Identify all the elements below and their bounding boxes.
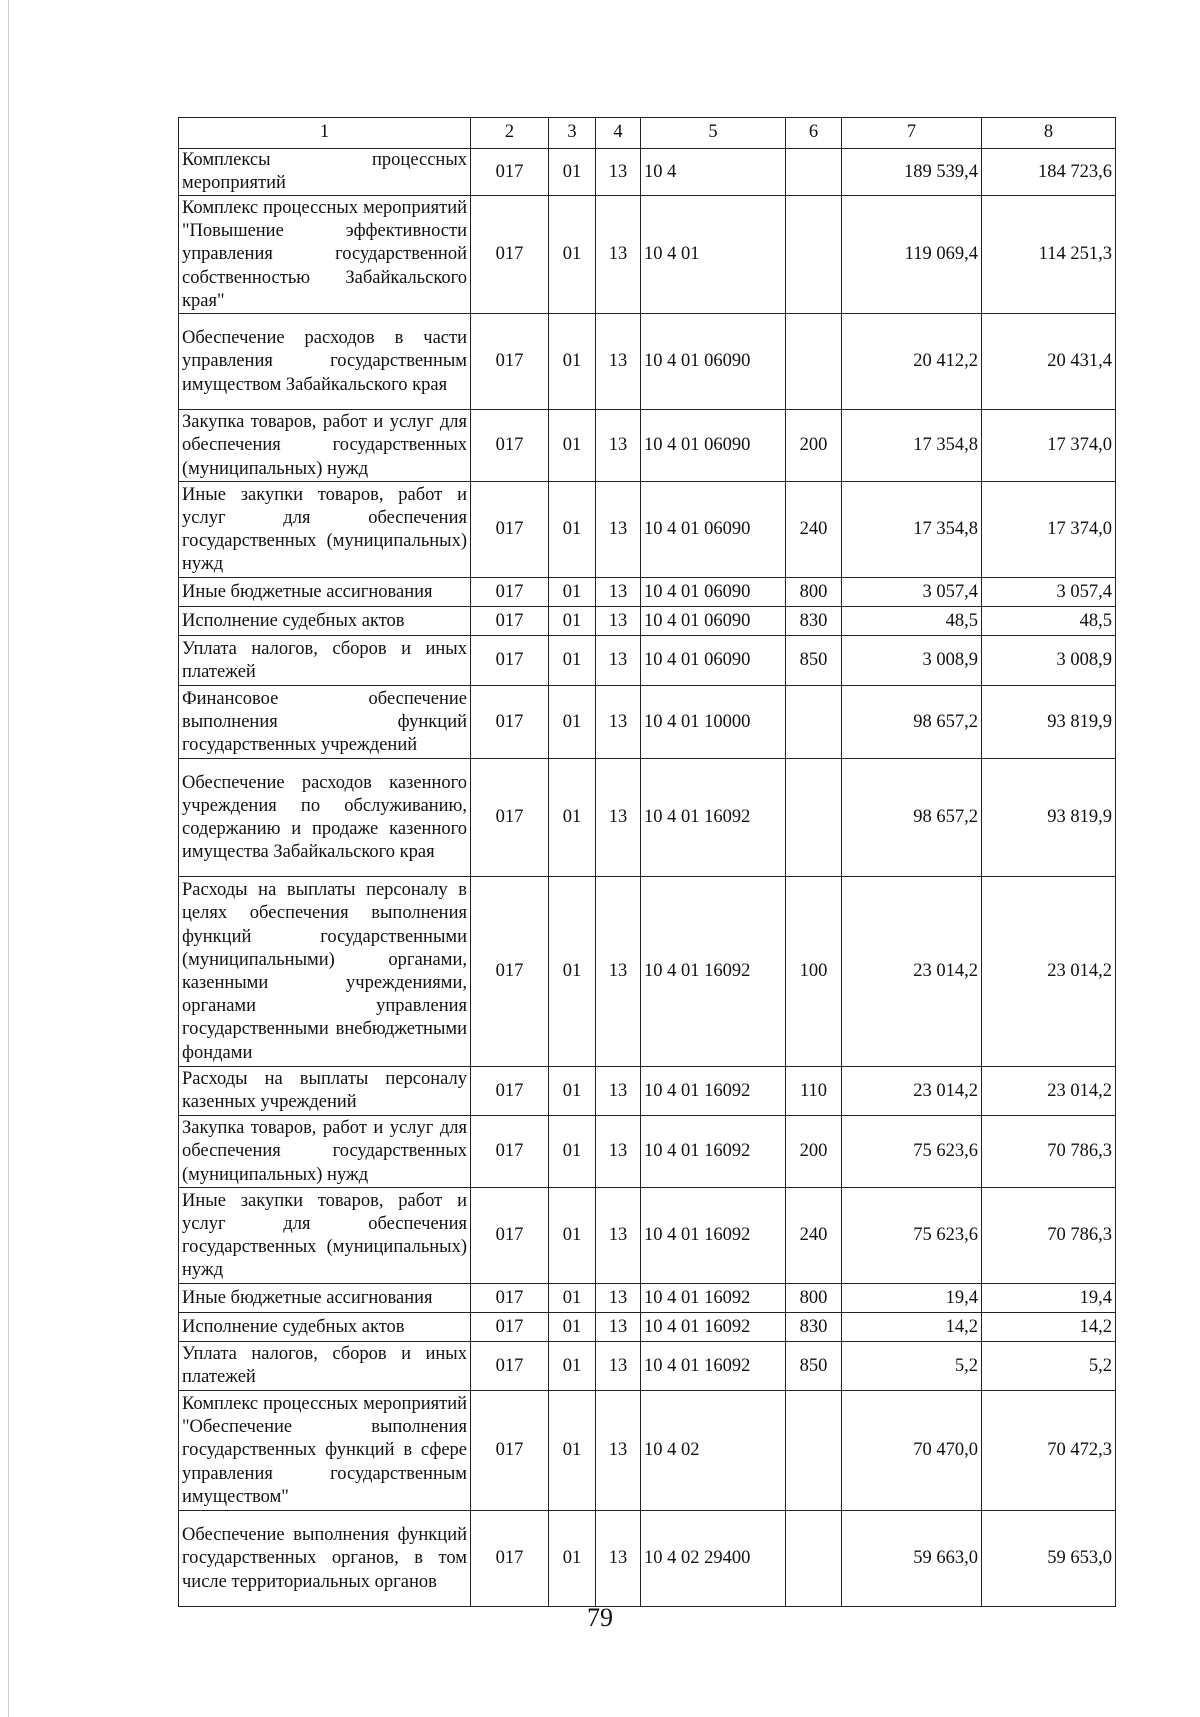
- target-article-code: 10 4 01 16092: [641, 759, 786, 877]
- section-code: 01: [549, 877, 596, 1067]
- amount-col7: 48,5: [842, 607, 982, 636]
- section-code: 01: [549, 686, 596, 759]
- table-row: [179, 1067, 1116, 1116]
- section-code: 01: [549, 314, 596, 410]
- subsection-code: 13: [596, 759, 641, 877]
- section-code: 01: [549, 149, 596, 196]
- subsection-code: 13: [596, 877, 641, 1067]
- column-header: 8: [982, 118, 1116, 149]
- row-name: Иные закупки товаров, работ и услуг для обеспечения государственных (муниципальных) нужд: [179, 1188, 471, 1284]
- expense-type-code: [786, 1391, 842, 1511]
- subsection-code: 13: [596, 1284, 641, 1313]
- row-name: Уплата налогов, сборов и иных платежей: [179, 636, 471, 686]
- ministry-code: 017: [471, 1116, 549, 1188]
- target-article-code: 10 4 01 10000: [641, 686, 786, 759]
- expense-type-code: [786, 314, 842, 410]
- target-article-code: 10 4 01 16092: [641, 1342, 786, 1391]
- row-name: Иные бюджетные ассигнования: [179, 578, 471, 607]
- scan-edge-line: [8, 0, 9, 1717]
- amount-col7: 3 057,4: [842, 578, 982, 607]
- subsection-code: 13: [596, 482, 641, 578]
- ministry-code: 017: [471, 686, 549, 759]
- ministry-code: 017: [471, 607, 549, 636]
- column-header: 3: [549, 118, 596, 149]
- subsection-code: 13: [596, 1511, 641, 1607]
- table-row: [179, 482, 1116, 578]
- amount-col7: 19,4: [842, 1284, 982, 1313]
- expense-type-code: [786, 759, 842, 877]
- amount-col8: 70 472,3: [982, 1391, 1116, 1511]
- target-article-code: 10 4 01 06090: [641, 482, 786, 578]
- table-row: [179, 636, 1116, 686]
- amount-col7: 75 623,6: [842, 1116, 982, 1188]
- target-article-code: 10 4 01 06090: [641, 314, 786, 410]
- amount-col8: 93 819,9: [982, 686, 1116, 759]
- amount-col8: 19,4: [982, 1284, 1116, 1313]
- section-code: 01: [549, 410, 596, 482]
- ministry-code: 017: [471, 578, 549, 607]
- section-code: 01: [549, 1067, 596, 1116]
- expense-type-code: [786, 149, 842, 196]
- target-article-code: 10 4 01 16092: [641, 1284, 786, 1313]
- table-row: [179, 877, 1116, 1067]
- target-article-code: 10 4 02: [641, 1391, 786, 1511]
- amount-col8: 184 723,6: [982, 149, 1116, 196]
- table-row: [179, 1391, 1116, 1511]
- row-name: Комплекс процессных мероприятий "Обеспечение выполнения государственных функций в сфере управления государственным имуществом": [179, 1391, 471, 1511]
- amount-col7: 5,2: [842, 1342, 982, 1391]
- expense-type-code: 200: [786, 410, 842, 482]
- subsection-code: 13: [596, 636, 641, 686]
- amount-col8: 3 008,9: [982, 636, 1116, 686]
- budget-table: [178, 117, 1116, 1607]
- row-name: Расходы на выплаты персоналу в целях обеспечения выполнения функций государственными (муниципальными) органами, казенными учреждениями, органами управления государственными внебюджетными фондами: [179, 877, 471, 1067]
- amount-col7: 189 539,4: [842, 149, 982, 196]
- amount-col8: 70 786,3: [982, 1116, 1116, 1188]
- column-header: 5: [641, 118, 786, 149]
- expense-type-code: [786, 1511, 842, 1607]
- amount-col8: 70 786,3: [982, 1188, 1116, 1284]
- row-name: Иные бюджетные ассигнования: [179, 1284, 471, 1313]
- row-name: Закупка товаров, работ и услуг для обеспечения государственных (муниципальных) нужд: [179, 410, 471, 482]
- amount-col8: 20 431,4: [982, 314, 1116, 410]
- amount-col8: 114 251,3: [982, 196, 1116, 314]
- amount-col7: 59 663,0: [842, 1511, 982, 1607]
- amount-col8: 17 374,0: [982, 482, 1116, 578]
- ministry-code: 017: [471, 759, 549, 877]
- table-row: [179, 410, 1116, 482]
- target-article-code: 10 4 01 06090: [641, 410, 786, 482]
- subsection-code: 13: [596, 1313, 641, 1342]
- row-name: Исполнение судебных актов: [179, 1313, 471, 1342]
- expense-type-code: 830: [786, 607, 842, 636]
- amount-col8: 59 653,0: [982, 1511, 1116, 1607]
- expense-type-code: 200: [786, 1116, 842, 1188]
- amount-col7: 98 657,2: [842, 686, 982, 759]
- column-header: 7: [842, 118, 982, 149]
- target-article-code: 10 4 01: [641, 196, 786, 314]
- expense-type-code: 110: [786, 1067, 842, 1116]
- expense-type-code: 850: [786, 1342, 842, 1391]
- ministry-code: 017: [471, 149, 549, 196]
- amount-col7: 17 354,8: [842, 482, 982, 578]
- column-header: 2: [471, 118, 549, 149]
- column-header: 6: [786, 118, 842, 149]
- ministry-code: 017: [471, 1313, 549, 1342]
- subsection-code: 13: [596, 410, 641, 482]
- amount-col7: 20 412,2: [842, 314, 982, 410]
- row-name: Обеспечение выполнения функций государственных органов, в том числе территориальных органов: [179, 1511, 471, 1607]
- expense-type-code: 800: [786, 1284, 842, 1313]
- amount-col7: 70 470,0: [842, 1391, 982, 1511]
- row-name: Расходы на выплаты персоналу казенных учреждений: [179, 1067, 471, 1116]
- table-row: [179, 578, 1116, 607]
- amount-col8: 48,5: [982, 607, 1116, 636]
- ministry-code: 017: [471, 1511, 549, 1607]
- target-article-code: 10 4 01 16092: [641, 1116, 786, 1188]
- expense-type-code: 100: [786, 877, 842, 1067]
- target-article-code: 10 4 01 16092: [641, 1067, 786, 1116]
- expense-type-code: 800: [786, 578, 842, 607]
- amount-col8: 93 819,9: [982, 759, 1116, 877]
- table-row: [179, 686, 1116, 759]
- table-header-row: [179, 118, 1116, 149]
- row-name: Иные закупки товаров, работ и услуг для обеспечения государственных (муниципальных) нужд: [179, 482, 471, 578]
- amount-col7: 3 008,9: [842, 636, 982, 686]
- column-header: 4: [596, 118, 641, 149]
- target-article-code: 10 4 01 16092: [641, 877, 786, 1067]
- subsection-code: 13: [596, 1188, 641, 1284]
- expense-type-code: 850: [786, 636, 842, 686]
- amount-col8: 17 374,0: [982, 410, 1116, 482]
- row-name: Обеспечение расходов в части управления государственным имуществом Забайкальского края: [179, 314, 471, 410]
- table-row: [179, 314, 1116, 410]
- table-body: [179, 149, 1116, 1607]
- amount-col7: 14,2: [842, 1313, 982, 1342]
- amount-col8: 5,2: [982, 1342, 1116, 1391]
- table-row: [179, 149, 1116, 196]
- row-name: Комплекс процессных мероприятий "Повышение эффективности управления государственной собственностью Забайкальского края": [179, 196, 471, 314]
- subsection-code: 13: [596, 1342, 641, 1391]
- amount-col7: 23 014,2: [842, 877, 982, 1067]
- amount-col8: 23 014,2: [982, 877, 1116, 1067]
- target-article-code: 10 4: [641, 149, 786, 196]
- ministry-code: 017: [471, 1342, 549, 1391]
- amount-col8: 23 014,2: [982, 1067, 1116, 1116]
- section-code: 01: [549, 607, 596, 636]
- subsection-code: 13: [596, 578, 641, 607]
- target-article-code: 10 4 01 06090: [641, 636, 786, 686]
- expense-type-code: 240: [786, 482, 842, 578]
- amount-col7: 17 354,8: [842, 410, 982, 482]
- section-code: 01: [549, 1116, 596, 1188]
- column-header: 1: [179, 118, 471, 149]
- ministry-code: 017: [471, 196, 549, 314]
- row-name: Закупка товаров, работ и услуг для обеспечения государственных (муниципальных) нужд: [179, 1116, 471, 1188]
- table-row: [179, 1511, 1116, 1607]
- section-code: 01: [549, 636, 596, 686]
- row-name: Финансовое обеспечение выполнения функций государственных учреждений: [179, 686, 471, 759]
- section-code: 01: [549, 1391, 596, 1511]
- section-code: 01: [549, 759, 596, 877]
- ministry-code: 017: [471, 1284, 549, 1313]
- subsection-code: 13: [596, 314, 641, 410]
- table-row: [179, 1342, 1116, 1391]
- row-name: Исполнение судебных актов: [179, 607, 471, 636]
- ministry-code: 017: [471, 410, 549, 482]
- expense-type-code: 830: [786, 1313, 842, 1342]
- table-row: [179, 1313, 1116, 1342]
- section-code: 01: [549, 1284, 596, 1313]
- section-code: 01: [549, 196, 596, 314]
- target-article-code: 10 4 02 29400: [641, 1511, 786, 1607]
- expense-type-code: [786, 686, 842, 759]
- section-code: 01: [549, 482, 596, 578]
- row-name: Обеспечение расходов казенного учреждения по обслуживанию, содержанию и продаже казенного имущества Забайкальского края: [179, 759, 471, 877]
- table-row: [179, 196, 1116, 314]
- section-code: 01: [549, 1313, 596, 1342]
- ministry-code: 017: [471, 1188, 549, 1284]
- ministry-code: 017: [471, 482, 549, 578]
- table-row: [179, 1188, 1116, 1284]
- table-row: [179, 759, 1116, 877]
- target-article-code: 10 4 01 16092: [641, 1188, 786, 1284]
- expense-type-code: 240: [786, 1188, 842, 1284]
- table-row: [179, 1284, 1116, 1313]
- amount-col7: 98 657,2: [842, 759, 982, 877]
- row-name: Комплексы процессных мероприятий: [179, 149, 471, 196]
- section-code: 01: [549, 1188, 596, 1284]
- expense-type-code: [786, 196, 842, 314]
- subsection-code: 13: [596, 607, 641, 636]
- target-article-code: 10 4 01 06090: [641, 607, 786, 636]
- subsection-code: 13: [596, 686, 641, 759]
- ministry-code: 017: [471, 1067, 549, 1116]
- subsection-code: 13: [596, 1067, 641, 1116]
- ministry-code: 017: [471, 636, 549, 686]
- amount-col8: 3 057,4: [982, 578, 1116, 607]
- table-row: [179, 1116, 1116, 1188]
- subsection-code: 13: [596, 1391, 641, 1511]
- amount-col8: 14,2: [982, 1313, 1116, 1342]
- target-article-code: 10 4 01 16092: [641, 1313, 786, 1342]
- section-code: 01: [549, 578, 596, 607]
- section-code: 01: [549, 1511, 596, 1607]
- subsection-code: 13: [596, 1116, 641, 1188]
- amount-col7: 75 623,6: [842, 1188, 982, 1284]
- amount-col7: 119 069,4: [842, 196, 982, 314]
- target-article-code: 10 4 01 06090: [641, 578, 786, 607]
- ministry-code: 017: [471, 314, 549, 410]
- row-name: Уплата налогов, сборов и иных платежей: [179, 1342, 471, 1391]
- subsection-code: 13: [596, 149, 641, 196]
- amount-col7: 23 014,2: [842, 1067, 982, 1116]
- section-code: 01: [549, 1342, 596, 1391]
- ministry-code: 017: [471, 1391, 549, 1511]
- table-row: [179, 607, 1116, 636]
- ministry-code: 017: [471, 877, 549, 1067]
- page-number: 79: [587, 1603, 613, 1632]
- subsection-code: 13: [596, 196, 641, 314]
